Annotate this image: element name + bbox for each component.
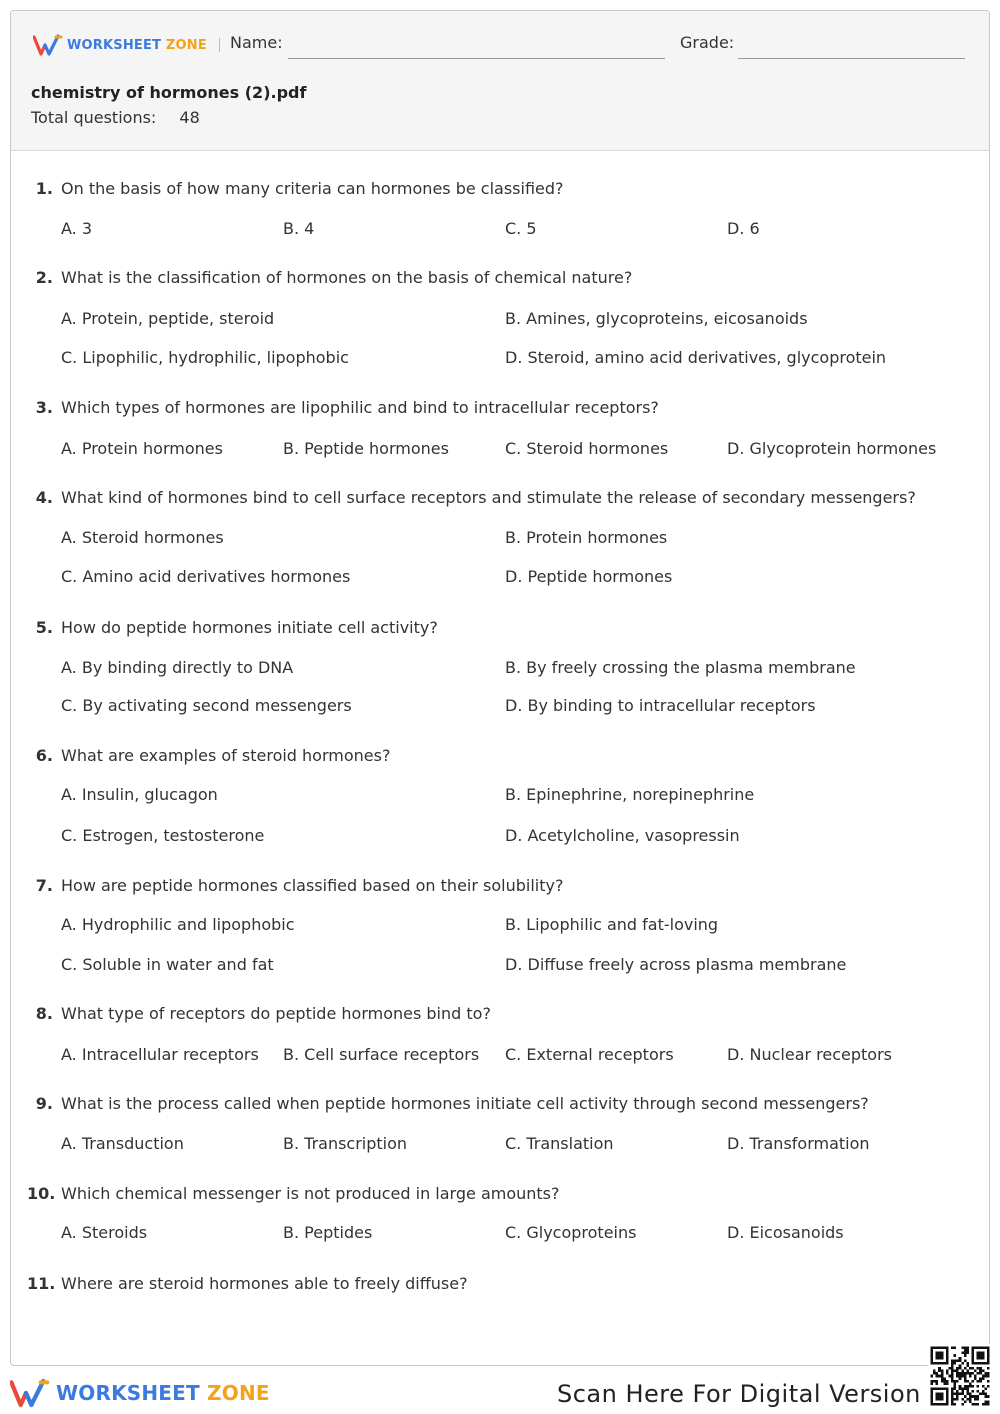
answer-option[interactable]: D. Glycoprotein hormones	[727, 439, 937, 458]
scan-prompt: Scan Here For Digital Version	[557, 1380, 921, 1408]
answer-option[interactable]: A. 3	[61, 219, 93, 238]
question-text: On the basis of how many criteria can hormones be classified?	[61, 179, 564, 198]
question-text: What is the process called when peptide hormones initiate cell activity through second messengers?	[61, 1094, 869, 1113]
answer-option[interactable]: D. Peptide hormones	[505, 567, 673, 586]
answer-option[interactable]: A. Protein hormones	[61, 439, 223, 458]
answer-option[interactable]: D. By binding to intracellular receptors	[505, 696, 816, 715]
question-text: Which types of hormones are lipophilic and bind to intracellular receptors?	[61, 398, 659, 417]
grade-field[interactable]	[738, 58, 965, 59]
total-questions-value: 48	[179, 108, 200, 127]
answer-option[interactable]: D. Transformation	[727, 1134, 870, 1153]
question-number: 1.	[35, 179, 53, 198]
question-text: What is the classification of hormones on the basis of chemical nature?	[61, 268, 633, 287]
footer-logo	[10, 1377, 270, 1409]
answer-option[interactable]: A. Insulin, glucagon	[61, 785, 218, 804]
question-text: Which chemical messenger is not produced in large amounts?	[61, 1184, 560, 1203]
question-number: 3.	[35, 398, 53, 417]
header-divider	[219, 38, 220, 52]
question-number: 4.	[35, 488, 53, 507]
question-text: What are examples of steroid hormones?	[61, 746, 391, 765]
question-number: 2.	[35, 268, 53, 287]
answer-option[interactable]: B. Epinephrine, norepinephrine	[505, 785, 755, 804]
question-number: 8.	[35, 1004, 53, 1023]
answer-option[interactable]: A. By binding directly to DNA	[61, 658, 294, 677]
answer-option[interactable]: B. Protein hormones	[505, 528, 668, 547]
brand-wordmark	[67, 38, 207, 53]
answer-option[interactable]: C. External receptors	[505, 1045, 674, 1064]
question-number: 6.	[35, 746, 53, 765]
brand-wordmark	[56, 1381, 270, 1405]
brand-word-right: ZONE	[165, 37, 207, 53]
answer-option[interactable]: D. Diffuse freely across plasma membrane	[505, 955, 847, 974]
worksheetzone-logo-icon	[10, 1377, 50, 1409]
answer-option[interactable]: A. Steroids	[61, 1223, 148, 1242]
answer-option[interactable]: B. Cell surface receptors	[283, 1045, 480, 1064]
answer-option[interactable]: C. By activating second messengers	[61, 696, 352, 715]
total-questions-label: Total questions:	[31, 108, 157, 127]
answer-option[interactable]: D. Nuclear receptors	[727, 1045, 892, 1064]
answer-option[interactable]: C. Translation	[505, 1134, 614, 1153]
answer-option[interactable]: D. 6	[727, 219, 760, 238]
answer-option[interactable]: C. Soluble in water and fat	[61, 955, 274, 974]
brand-word-right: ZONE	[207, 1381, 270, 1405]
answer-option[interactable]: A. Steroid hormones	[61, 528, 224, 547]
answer-option[interactable]: D. Acetylcholine, vasopressin	[505, 826, 740, 845]
answer-option[interactable]: B. 4	[283, 219, 315, 238]
answer-option[interactable]: C. Amino acid derivatives hormones	[61, 567, 351, 586]
question-text: What type of receptors do peptide hormones bind to?	[61, 1004, 491, 1023]
question-number: 10.	[27, 1184, 56, 1203]
name-field[interactable]	[288, 58, 665, 59]
worksheet-title: chemistry of hormones (2).pdf	[31, 83, 307, 102]
answer-option[interactable]: C. Steroid hormones	[505, 439, 669, 458]
worksheet-header	[11, 11, 989, 151]
brand-word-left: WORKSHEET	[56, 1381, 200, 1405]
answer-option[interactable]: A. Protein, peptide, steroid	[61, 309, 275, 328]
answer-option[interactable]: D. Steroid, amino acid derivatives, glycoprotein	[505, 348, 887, 367]
answer-option[interactable]: C. 5	[505, 219, 537, 238]
question-text: How are peptide hormones classified based on their solubility?	[61, 876, 564, 895]
answer-option[interactable]: C. Glycoproteins	[505, 1223, 637, 1242]
question-text: Where are steroid hormones able to freely diffuse?	[61, 1274, 468, 1293]
answer-option[interactable]: D. Eicosanoids	[727, 1223, 844, 1242]
name-label: Name:	[230, 33, 283, 52]
answer-option[interactable]: B. Lipophilic and fat-loving	[505, 915, 719, 934]
grade-label: Grade:	[680, 33, 735, 52]
answer-option[interactable]: B. Peptide hormones	[283, 439, 449, 458]
brand-word-left: WORKSHEET	[67, 37, 162, 53]
header-logo	[33, 33, 220, 57]
answer-option[interactable]: B. Transcription	[283, 1134, 408, 1153]
question-text: What kind of hormones bind to cell surface receptors and stimulate the release of secondary messengers?	[61, 488, 916, 507]
worksheet-page	[10, 10, 990, 1366]
total-questions	[31, 108, 200, 127]
answer-option[interactable]: C. Lipophilic, hydrophilic, lipophobic	[61, 348, 349, 367]
worksheetzone-logo-icon	[33, 34, 63, 56]
question-number: 11.	[27, 1274, 56, 1293]
question-number: 5.	[35, 618, 53, 637]
answer-option[interactable]: B. Peptides	[283, 1223, 373, 1242]
answer-option[interactable]: B. Amines, glycoproteins, eicosanoids	[505, 309, 808, 328]
answer-option[interactable]: A. Hydrophilic and lipophobic	[61, 915, 295, 934]
answer-option[interactable]: A. Intracellular receptors	[61, 1045, 259, 1064]
question-text: How do peptide hormones initiate cell activity?	[61, 618, 438, 637]
answer-option[interactable]: B. By freely crossing the plasma membrane	[505, 658, 856, 677]
qr-code-icon[interactable]	[928, 1344, 992, 1408]
answer-option[interactable]: A. Transduction	[61, 1134, 184, 1153]
answer-option[interactable]: C. Estrogen, testosterone	[61, 826, 265, 845]
question-number: 9.	[35, 1094, 53, 1113]
question-number: 7.	[35, 876, 53, 895]
